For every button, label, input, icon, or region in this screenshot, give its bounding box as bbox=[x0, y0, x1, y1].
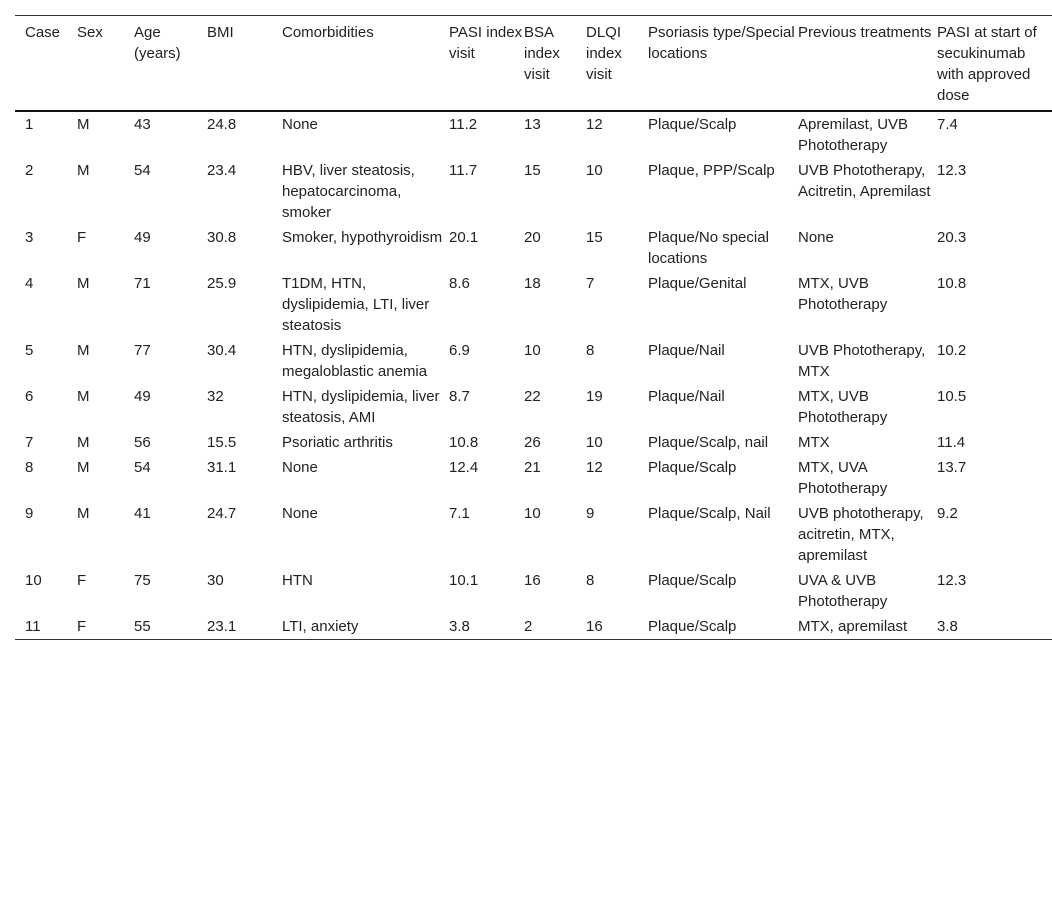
cell-dlqi-index: 10 bbox=[586, 434, 603, 451]
cell-psoriasis-type: Plaque/Scalp bbox=[648, 618, 737, 635]
cell-bsa-index: 21 bbox=[524, 459, 541, 476]
cell-sex: M bbox=[77, 388, 90, 405]
cell-age: 75 bbox=[134, 572, 151, 589]
cell-psoriasis-type: Plaque, PPP/Scalp bbox=[648, 162, 775, 179]
cell-sex: M bbox=[77, 162, 90, 179]
cell-comorbidities: None bbox=[282, 505, 318, 522]
header-previous-treatments: Previous treatments bbox=[798, 24, 932, 41]
cell-pasi-index: 3.8 bbox=[449, 618, 470, 635]
cell-bmi: 25.9 bbox=[207, 275, 237, 292]
cell-pasi-start: 7.4 bbox=[937, 116, 958, 133]
cell-comorbidities: Smoker, hypothyroidism bbox=[282, 229, 443, 246]
cell-sex: M bbox=[77, 116, 90, 133]
header-sex: Sex bbox=[77, 24, 103, 41]
cell-age: 55 bbox=[134, 618, 151, 635]
cell-pasi-start: 11.4 bbox=[937, 434, 966, 451]
cell-case: 6 bbox=[25, 388, 34, 405]
cell-comorbidities: LTI, anxiety bbox=[282, 618, 359, 635]
cell-pasi-start: 10.8 bbox=[937, 275, 967, 292]
cell-previous-treatments: UVA & UVB Phototherapy bbox=[798, 572, 888, 610]
cell-age: 54 bbox=[134, 459, 151, 476]
cell-dlqi-index: 9 bbox=[586, 505, 595, 522]
header-bsa-index: BSA index visit bbox=[524, 24, 560, 83]
table-row bbox=[15, 455, 1052, 501]
cell-bmi: 31.1 bbox=[207, 459, 237, 476]
header-psoriasis-type: Psoriasis type/Special locations bbox=[648, 24, 795, 62]
cell-pasi-index: 8.7 bbox=[449, 388, 470, 405]
cell-previous-treatments: MTX bbox=[798, 434, 830, 451]
cell-previous-treatments: UVB phototherapy, acitretin, MTX, apremilast bbox=[798, 505, 924, 564]
cell-pasi-index: 7.1 bbox=[449, 505, 470, 522]
cell-previous-treatments: UVB Phototherapy, MTX bbox=[798, 342, 926, 380]
header-age: Age (years) bbox=[134, 24, 181, 62]
cell-age: 56 bbox=[134, 434, 151, 451]
cell-sex: M bbox=[77, 505, 90, 522]
cell-comorbidities: HTN bbox=[282, 572, 313, 589]
cell-dlqi-index: 12 bbox=[586, 116, 603, 133]
table-row bbox=[15, 568, 1052, 614]
cell-case: 7 bbox=[25, 434, 34, 451]
table-row bbox=[15, 384, 1052, 430]
patient-characteristics-table bbox=[15, 15, 1052, 640]
cell-pasi-index: 10.1 bbox=[449, 572, 479, 589]
cell-pasi-start: 12.3 bbox=[937, 162, 967, 179]
header-dlqi-index: DLQI index visit bbox=[586, 24, 622, 83]
cell-comorbidities: Psoriatic arthritis bbox=[282, 434, 393, 451]
cell-pasi-start: 9.2 bbox=[937, 505, 958, 522]
cell-dlqi-index: 10 bbox=[586, 162, 603, 179]
cell-sex: M bbox=[77, 459, 90, 476]
table-container bbox=[15, 15, 1052, 640]
cell-case: 2 bbox=[25, 162, 34, 179]
table-row bbox=[15, 338, 1052, 384]
cell-pasi-index: 20.1 bbox=[449, 229, 479, 246]
cell-bsa-index: 26 bbox=[524, 434, 541, 451]
cell-pasi-start: 10.2 bbox=[937, 342, 967, 359]
cell-case: 5 bbox=[25, 342, 34, 359]
cell-dlqi-index: 19 bbox=[586, 388, 603, 405]
cell-previous-treatments: MTX, UVA Phototherapy bbox=[798, 459, 888, 497]
cell-comorbidities: HTN, dyslipidemia, liver steatosis, AMI bbox=[282, 388, 440, 426]
cell-psoriasis-type: Plaque/Scalp, Nail bbox=[648, 505, 771, 522]
cell-pasi-index: 12.4 bbox=[449, 459, 479, 476]
cell-pasi-index: 10.8 bbox=[449, 434, 479, 451]
cell-dlqi-index: 7 bbox=[586, 275, 595, 292]
cell-psoriasis-type: Plaque/Genital bbox=[648, 275, 747, 292]
cell-bsa-index: 20 bbox=[524, 229, 541, 246]
cell-bmi: 30.8 bbox=[207, 229, 237, 246]
cell-dlqi-index: 15 bbox=[586, 229, 603, 246]
cell-bsa-index: 18 bbox=[524, 275, 541, 292]
cell-case: 8 bbox=[25, 459, 34, 476]
cell-case: 9 bbox=[25, 505, 34, 522]
cell-age: 71 bbox=[134, 275, 151, 292]
header-bmi: BMI bbox=[207, 24, 234, 41]
cell-psoriasis-type: Plaque/Scalp bbox=[648, 572, 737, 589]
cell-sex: M bbox=[77, 434, 90, 451]
cell-sex: F bbox=[77, 229, 87, 246]
cell-age: 77 bbox=[134, 342, 151, 359]
cell-dlqi-index: 16 bbox=[586, 618, 603, 635]
cell-dlqi-index: 8 bbox=[586, 572, 595, 589]
cell-bsa-index: 16 bbox=[524, 572, 541, 589]
cell-bmi: 15.5 bbox=[207, 434, 237, 451]
cell-bmi: 23.1 bbox=[207, 618, 237, 635]
cell-previous-treatments: UVB Phototherapy, Acitretin, Apremilast bbox=[798, 162, 931, 200]
header-case: Case bbox=[25, 24, 61, 41]
header-pasi-index: PASI index visit bbox=[449, 24, 523, 62]
cell-bmi: 30 bbox=[207, 572, 224, 589]
cell-case: 11 bbox=[25, 618, 41, 635]
cell-bmi: 23.4 bbox=[207, 162, 237, 179]
table-row bbox=[15, 430, 1052, 455]
table-row bbox=[15, 111, 1052, 158]
cell-comorbidities: None bbox=[282, 459, 318, 476]
cell-comorbidities: T1DM, HTN, dyslipidemia, LTI, liver steatosis bbox=[282, 275, 430, 334]
cell-pasi-start: 20.3 bbox=[937, 229, 967, 246]
cell-case: 4 bbox=[25, 275, 34, 292]
cell-pasi-start: 13.7 bbox=[937, 459, 967, 476]
cell-comorbidities: None bbox=[282, 116, 318, 133]
cell-sex: F bbox=[77, 618, 87, 635]
cell-case: 1 bbox=[25, 116, 34, 133]
cell-age: 49 bbox=[134, 229, 151, 246]
cell-age: 49 bbox=[134, 388, 151, 405]
cell-bmi: 24.7 bbox=[207, 505, 237, 522]
cell-comorbidities: HBV, liver steatosis, hepatocarcinoma, smoker bbox=[282, 162, 415, 221]
cell-previous-treatments: None bbox=[798, 229, 834, 246]
cell-psoriasis-type: Plaque/Scalp bbox=[648, 459, 737, 476]
cell-sex: M bbox=[77, 275, 90, 292]
cell-age: 54 bbox=[134, 162, 151, 179]
cell-psoriasis-type: Plaque/Scalp, nail bbox=[648, 434, 769, 451]
cell-bsa-index: 22 bbox=[524, 388, 541, 405]
cell-case: 3 bbox=[25, 229, 34, 246]
header-row bbox=[15, 16, 1052, 112]
table-row bbox=[15, 225, 1052, 271]
cell-sex: M bbox=[77, 342, 90, 359]
header-pasi-start: PASI at start of secukinumab with approved dose bbox=[937, 24, 1037, 104]
cell-case: 10 bbox=[25, 572, 42, 589]
cell-pasi-start: 10.5 bbox=[937, 388, 967, 405]
cell-previous-treatments: Apremilast, UVB Phototherapy bbox=[798, 116, 909, 154]
header-comorbidities: Comorbidities bbox=[282, 24, 374, 41]
cell-psoriasis-type: Plaque/Nail bbox=[648, 342, 725, 359]
table-row bbox=[15, 501, 1052, 568]
cell-bsa-index: 10 bbox=[524, 342, 541, 359]
cell-bsa-index: 10 bbox=[524, 505, 541, 522]
cell-bsa-index: 2 bbox=[524, 618, 533, 635]
cell-pasi-start: 3.8 bbox=[937, 618, 958, 635]
cell-age: 41 bbox=[134, 505, 151, 522]
cell-previous-treatments: MTX, UVB Phototherapy bbox=[798, 275, 888, 313]
cell-psoriasis-type: Plaque/Scalp bbox=[648, 116, 737, 133]
cell-comorbidities: HTN, dyslipidemia, megaloblastic anemia bbox=[282, 342, 428, 380]
cell-bmi: 30.4 bbox=[207, 342, 237, 359]
cell-bmi: 32 bbox=[207, 388, 224, 405]
cell-sex: F bbox=[77, 572, 87, 589]
cell-previous-treatments: MTX, UVB Phototherapy bbox=[798, 388, 888, 426]
cell-bsa-index: 15 bbox=[524, 162, 541, 179]
table-row bbox=[15, 271, 1052, 338]
cell-pasi-index: 8.6 bbox=[449, 275, 470, 292]
cell-psoriasis-type: Plaque/No special locations bbox=[648, 229, 769, 267]
cell-previous-treatments: MTX, apremilast bbox=[798, 618, 908, 635]
cell-pasi-index: 6.9 bbox=[449, 342, 470, 359]
cell-pasi-index: 11.7 bbox=[449, 162, 478, 179]
table-body bbox=[15, 111, 1052, 640]
cell-dlqi-index: 12 bbox=[586, 459, 603, 476]
table-row bbox=[15, 158, 1052, 225]
cell-bmi: 24.8 bbox=[207, 116, 237, 133]
cell-pasi-start: 12.3 bbox=[937, 572, 967, 589]
cell-pasi-index: 11.2 bbox=[449, 116, 478, 133]
cell-bsa-index: 13 bbox=[524, 116, 541, 133]
cell-psoriasis-type: Plaque/Nail bbox=[648, 388, 725, 405]
cell-age: 43 bbox=[134, 116, 151, 133]
table-row bbox=[15, 614, 1052, 640]
cell-dlqi-index: 8 bbox=[586, 342, 595, 359]
